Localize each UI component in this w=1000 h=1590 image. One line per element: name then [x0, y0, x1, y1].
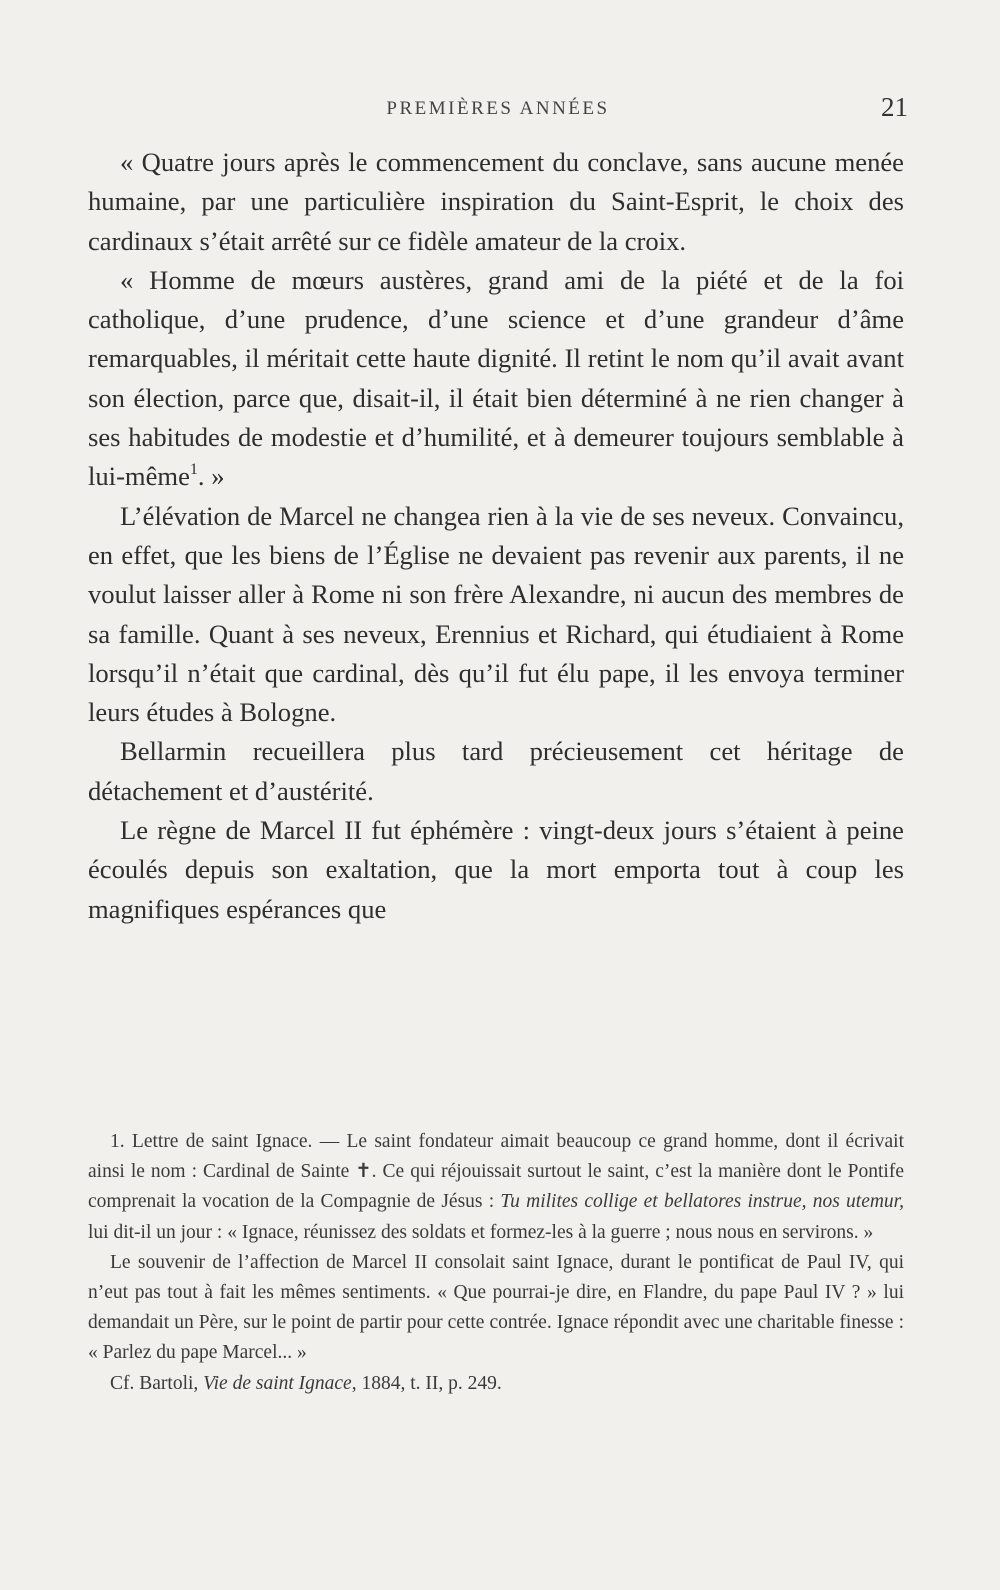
page-number: 21	[881, 92, 908, 122]
page-header	[88, 92, 908, 132]
footnote-1-continued: Le souvenir de l’affection de Marcel II consolait saint Ignace, durant le pontificat de Paul IV, qui n’eut pas tout à fait les mêmes sentiments. « Que pourrai-je dire, en Flandre, du pape Paul IV ? » lui demandait un Père, sur le point de partir pour cette contrée. Ignace répondit avec une charitable finesse : « Parlez du pape Marcel... »	[88, 1251, 904, 1364]
running-title: PREMIÈRES ANNÉES	[386, 98, 610, 119]
paragraph-3: L’élévation de Marcel ne changea rien à la vie de ses neveux. Convaincu, en effet, que les biens de l’Église ne devaient pas revenir aux parents, il ne voulut laisser aller à Rome ni son frère Alexandre, ni aucun des membres de sa famille. Quant à ses neveux, Erennius et Richard, qui étudiaient à Rome lorsqu’il n’était que cardinal, dès qu’il fut élu pape, il les envoya terminer leurs études à Bologne.	[88, 500, 904, 728]
latin-quote: Tu milites collige et bellatores instrue, nos utemur,	[500, 1191, 904, 1213]
footnotes	[88, 1127, 904, 1399]
paragraph-4: Bellarmin recueillera plus tard précieusement cet héritage de détachement et d’austérité.	[88, 736, 904, 806]
footnote-1: 1. Lettre de saint Ignace. — Le saint fondateur aimait beaucoup ce grand homme, dont il écrivait ainsi le nom : Cardinal de Sainte ✝. Ce qui réjouissait surtout le saint, c’est la manière dont le Pontife comprenait la vocation de la Compagnie de Jésus : Tu milites collige et bellatores instrue, nos utemur, lui dit-il un jour : « Ignace, réunissez des soldats et formez-les à la guerre ; nous nous en servirons. »	[88, 1131, 904, 1243]
paragraph-5: Le règne de Marcel II fut éphémère : vingt-deux jours s’étaient à peine écoulés depuis son exaltation, que la mort emporta tout à coup les magnifiques espérances que	[88, 815, 904, 924]
cited-title: Vie de saint Ignace	[203, 1372, 352, 1394]
paragraph-2: « Homme de mœurs austères, grand ami de la piété et de la foi catholique, d’une prudence, d’une science et d’une grandeur d’âme remarquables, il méritait cette haute dignité. Il retint le nom qu’il avait avant son élection, parce que, disait-il, il était bien déterminé à ne rien changer à ses habitudes de modestie et d’humilité, et à demeurer toujours semblable à lui-même$^1$. »	[88, 264, 904, 492]
main-text	[88, 143, 904, 929]
footnote-ref: 1	[189, 461, 198, 479]
footnote-citation: Cf. Bartoli, Vie de saint Ignace, 1884, t. II, p. 249.	[110, 1372, 502, 1394]
paragraph-1: « Quatre jours après le commencement du conclave, sans aucune menée humaine, par une particulière inspiration du Saint-Esprit, le choix des cardinaux s’était arrêté sur ce fidèle amateur de la croix.	[88, 147, 904, 256]
